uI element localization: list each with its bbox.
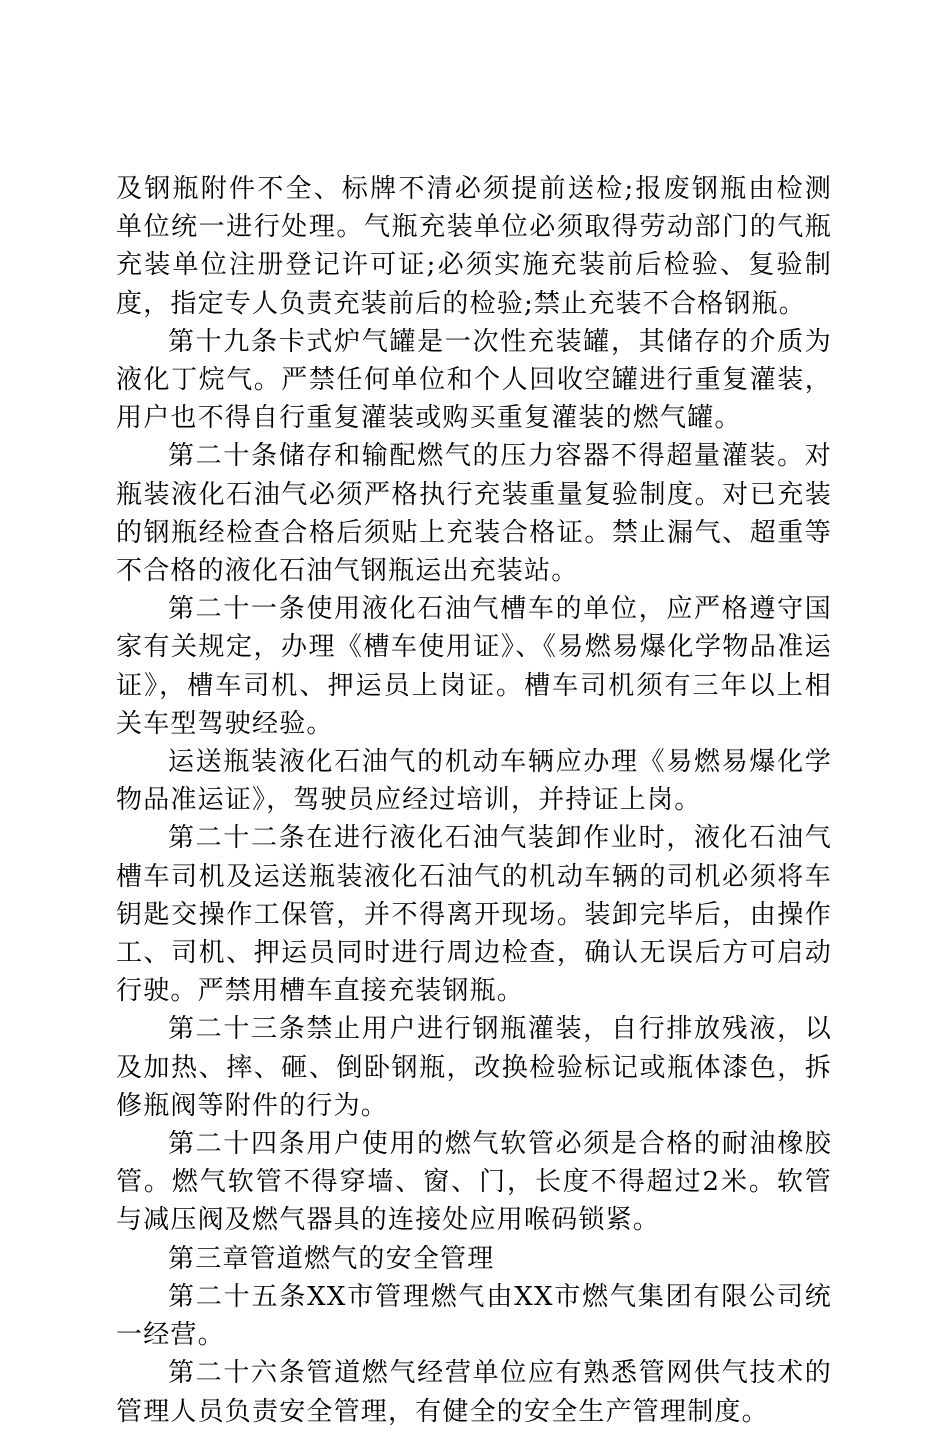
chapter-heading-3: 第三章管道燃气的安全管理 [168,1243,495,1274]
document-body [116,170,832,1431]
paragraph-article-25: 第二十五条XX市管理燃气由XX市燃气集团有限公司统一经营。 [116,1281,832,1351]
paragraph-article-22: 第二十二条在进行液化石油气装卸作业时，液化石油气槽车司机及运送瓶装液化石油气的机动车辆的司机必须将车钥匙交操作工保管，并不得离开现场。装卸完毕后，由操作工、司机、押运员同时进行周边检查，确认无误后方可启动行驶。严禁用槽车直接充装钢瓶。 [116,823,832,1007]
paragraph-article-19: 第十九条卡式炉气罐是一次性充装罐，其储存的介质为液化丁烷气。严禁任何单位和个人回收空罐进行重复灌装，用户也不得自行重复灌装或购买重复灌装的燃气罐。 [116,326,832,434]
paragraph-1: 及钢瓶附件不全、标牌不清必须提前送检;报废钢瓶由检测单位统一进行处理。气瓶充装单位必须取得劳动部门的气瓶充装单位注册登记许可证;必须实施充装前后检验、复验制度，指定专人负责充装前后的检验;禁止充装不合格钢瓶。 [116,174,832,319]
paragraph-article-23: 第二十三条禁止用户进行钢瓶灌装，自行排放残液，以及加热、摔、砸、倒卧钢瓶，改换检验标记或瓶体漆色，拆修瓶阀等附件的行为。 [116,1014,832,1121]
paragraph-article-24: 第二十四条用户使用的燃气软管必须是合格的耐油橡胶管。燃气软管不得穿墙、窗、门，长度不得超过2米。软管与减压阀及燃气器具的连接处应用喉码锁紧。 [116,1129,832,1236]
paragraph-transport: 运送瓶装液化石油气的机动车辆应办理《易燃易爆化学物品准运证》，驾驶员应经过培训，并持证上岗。 [116,747,832,816]
paragraph-article-20: 第二十条储存和输配燃气的压力容器不得超量灌装。对瓶装液化石油气必须严格执行充装重量复验制度。对已充装的钢瓶经检查合格后须贴上充装合格证。禁止漏气、超重等不合格的液化石油气钢瓶运出充装站。 [116,441,832,587]
paragraph-article-26: 第二十六条管道燃气经营单位应有熟悉管网供气技术的管理人员负责安全管理，有健全的安全生产管理制度。 [116,1358,832,1427]
paragraph-article-21: 第二十一条使用液化石油气槽车的单位，应严格遵守国家有关规定，办理《槽车使用证》、《易燃易爆化学物品准运证》，槽车司机、押运员上岗证。槽车司机须有三年以上相关车型驾驶经验。 [116,594,832,739]
